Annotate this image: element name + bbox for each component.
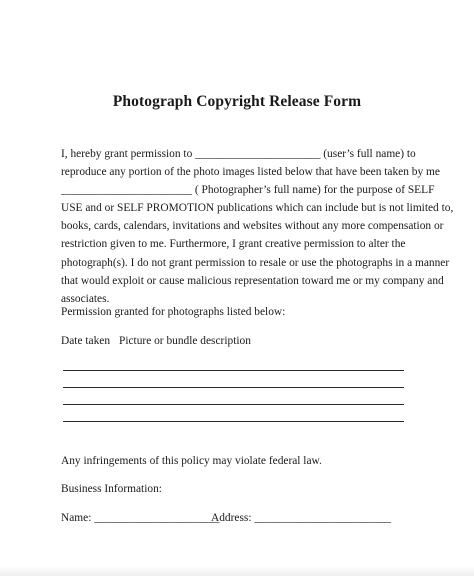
paragraph-line: associates. (61, 292, 110, 305)
address-field[interactable]: Address: ________________________ (211, 512, 392, 524)
date-taken-label: Date taken (61, 335, 111, 347)
business-info-label: Business Information: (61, 483, 162, 495)
permission-paragraph (61, 145, 454, 308)
page-bottom-shade (0, 566, 474, 576)
description-label: Picture or bundle description (119, 335, 251, 347)
paragraph-line: _______________________ ( Photographer’s full name) for the purpose of SELF (61, 184, 435, 197)
photo-entry-line-3[interactable] (63, 404, 404, 405)
paragraph-line: that would exploit or cause malicious representation toward me or my company and (61, 274, 444, 287)
form-title: Photograph Copyright Release Form (112, 93, 362, 110)
name-field[interactable]: Name: ______________________ (61, 512, 220, 524)
paragraph-line: USE and or SELF PROMOTION publications which can include but is not limited to, (61, 202, 454, 215)
infringement-note: Any infringements of this policy may violate federal law. (61, 455, 322, 467)
paragraph-line: I, hereby grant permission to ______________________ (user’s full name) to (61, 148, 416, 160)
photo-entry-line-1[interactable] (63, 370, 404, 371)
permission-label: Permission granted for photographs listed below: (61, 306, 286, 318)
paragraph-line: restriction given to me. Furthermore, I grant creative permission to alter the (61, 238, 406, 251)
photo-entry-line-4[interactable] (63, 421, 404, 422)
paragraph-line: photograph(s). I do not grant permission to resale or use the photographs in a manner (61, 256, 450, 269)
paragraph-line: books, cards, calendars, invitations and websites without any more compensation or (61, 220, 444, 233)
photo-entry-line-2[interactable] (63, 387, 404, 388)
paragraph-line: reproduce any portion of the photo images listed below that have been taken by me (61, 166, 440, 179)
